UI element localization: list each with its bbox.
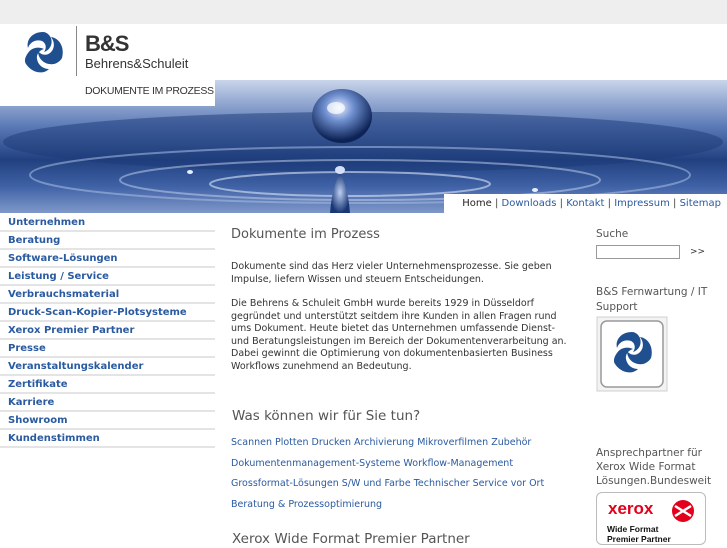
nav-separator: | <box>673 198 677 209</box>
brand-short: B&S <box>85 31 129 56</box>
service-link-beratung[interactable]: Beratung & Prozessoptimierung <box>231 499 383 510</box>
nav-downloads-link[interactable]: Downloads <box>501 198 557 209</box>
service-link-dms[interactable]: Dokumentenmanagement-Systeme Workflow-Management <box>231 458 514 469</box>
sidebar-item-zertifikate[interactable]: Zertifikate <box>0 376 215 394</box>
sidebar-item-systeme[interactable]: Druck-Scan-Kopier-Plotsysteme <box>0 304 215 322</box>
nav-impressum-link[interactable]: Impressum <box>614 198 670 209</box>
sidebar-item-leistung-service[interactable]: Leistung / Service <box>0 268 215 286</box>
top-navigation <box>444 194 727 213</box>
nav-kontakt-link[interactable]: Kontakt <box>566 198 605 209</box>
search-submit-button[interactable]: >> <box>690 247 706 257</box>
search-label: Suche <box>596 228 629 240</box>
xerox-wordmark: xerox <box>608 499 654 518</box>
nav-home-link[interactable]: Home <box>462 198 492 209</box>
contact-person-label: Ansprechpartner für Xerox Wide Format Lösungen.Bundesweit <box>596 447 712 487</box>
sidebar-menu <box>0 214 215 448</box>
nav-sitemap-link[interactable]: Sitemap <box>679 198 721 209</box>
brand-tagline: DOKUMENTE IM PROZESS <box>85 85 214 97</box>
sidebar-item-karriere[interactable]: Karriere <box>0 394 215 412</box>
brand-name: Behrens&Schuleit <box>85 56 189 71</box>
sidebar-item-beratung[interactable]: Beratung <box>0 232 215 250</box>
triskele-logo-icon <box>18 28 68 76</box>
xerox-logo-line2: Premier Partner <box>607 534 671 544</box>
top-bar <box>0 0 727 24</box>
xerox-heading: Xerox Wide Format Premier Partner <box>232 531 470 547</box>
remote-support-label: B&S Fernwartung / IT Support <box>596 286 708 313</box>
logo-divider <box>76 26 77 76</box>
service-link-grossformat[interactable]: Grossformat-Lösungen S/W und Farbe Technischer Service vor Ort <box>231 478 545 489</box>
sidebar-item-showroom[interactable]: Showroom <box>0 412 215 430</box>
xerox-logo-line1: Wide Format <box>607 524 659 534</box>
services-heading: Was können wir für Sie tun? <box>232 408 421 424</box>
sidebar-item-xerox-partner[interactable]: Xerox Premier Partner <box>0 322 215 340</box>
xerox-partner-logo[interactable] <box>596 492 706 545</box>
main-content <box>231 226 576 547</box>
nav-separator: | <box>607 198 612 209</box>
remote-support-icon[interactable] <box>596 316 668 392</box>
service-link-scannen[interactable]: Scannen Plotten Drucken Archivierung Mikroverfilmen Zubehör <box>231 437 532 448</box>
sidebar-item-presse[interactable]: Presse <box>0 340 215 358</box>
company-paragraph: Die Behrens & Schuleit GmbH wurde bereits 1929 in Düsseldorf gegründet und unterstützt seitdem ihre Kunden in allen Fragen rund ums Dokument. Heute bietet das Unternehmen umfassende Dienst- und Beratungsleistungen im Bereich der Dokumentenverarbeitung an. Dabei gewinnt die Optimierung von dokumentenbasierten Business Workflows zunehmend an Bedeutung. <box>231 298 567 372</box>
sidebar-item-software[interactable]: Software-Lösungen <box>0 250 215 268</box>
sidebar-item-verbrauchsmaterial[interactable]: Verbrauchsmaterial <box>0 286 215 304</box>
search-input[interactable] <box>596 245 680 259</box>
intro-paragraph: Dokumente sind das Herz vieler Unternehmensprozesse. Sie geben Impulse, liefern Wissen und steuern Entscheidungen. <box>231 261 552 285</box>
nav-separator: | <box>494 198 499 209</box>
sidebar-item-kundenstimmen[interactable]: Kundenstimmen <box>0 430 215 448</box>
sidebar-item-unternehmen[interactable]: Unternehmen <box>0 214 215 232</box>
nav-separator: | <box>559 198 564 209</box>
xerox-sphere-icon <box>671 499 695 523</box>
page-title: Dokumente im Prozess <box>231 227 380 242</box>
sidebar-item-veranstaltungskalender[interactable]: Veranstaltungskalender <box>0 358 215 376</box>
